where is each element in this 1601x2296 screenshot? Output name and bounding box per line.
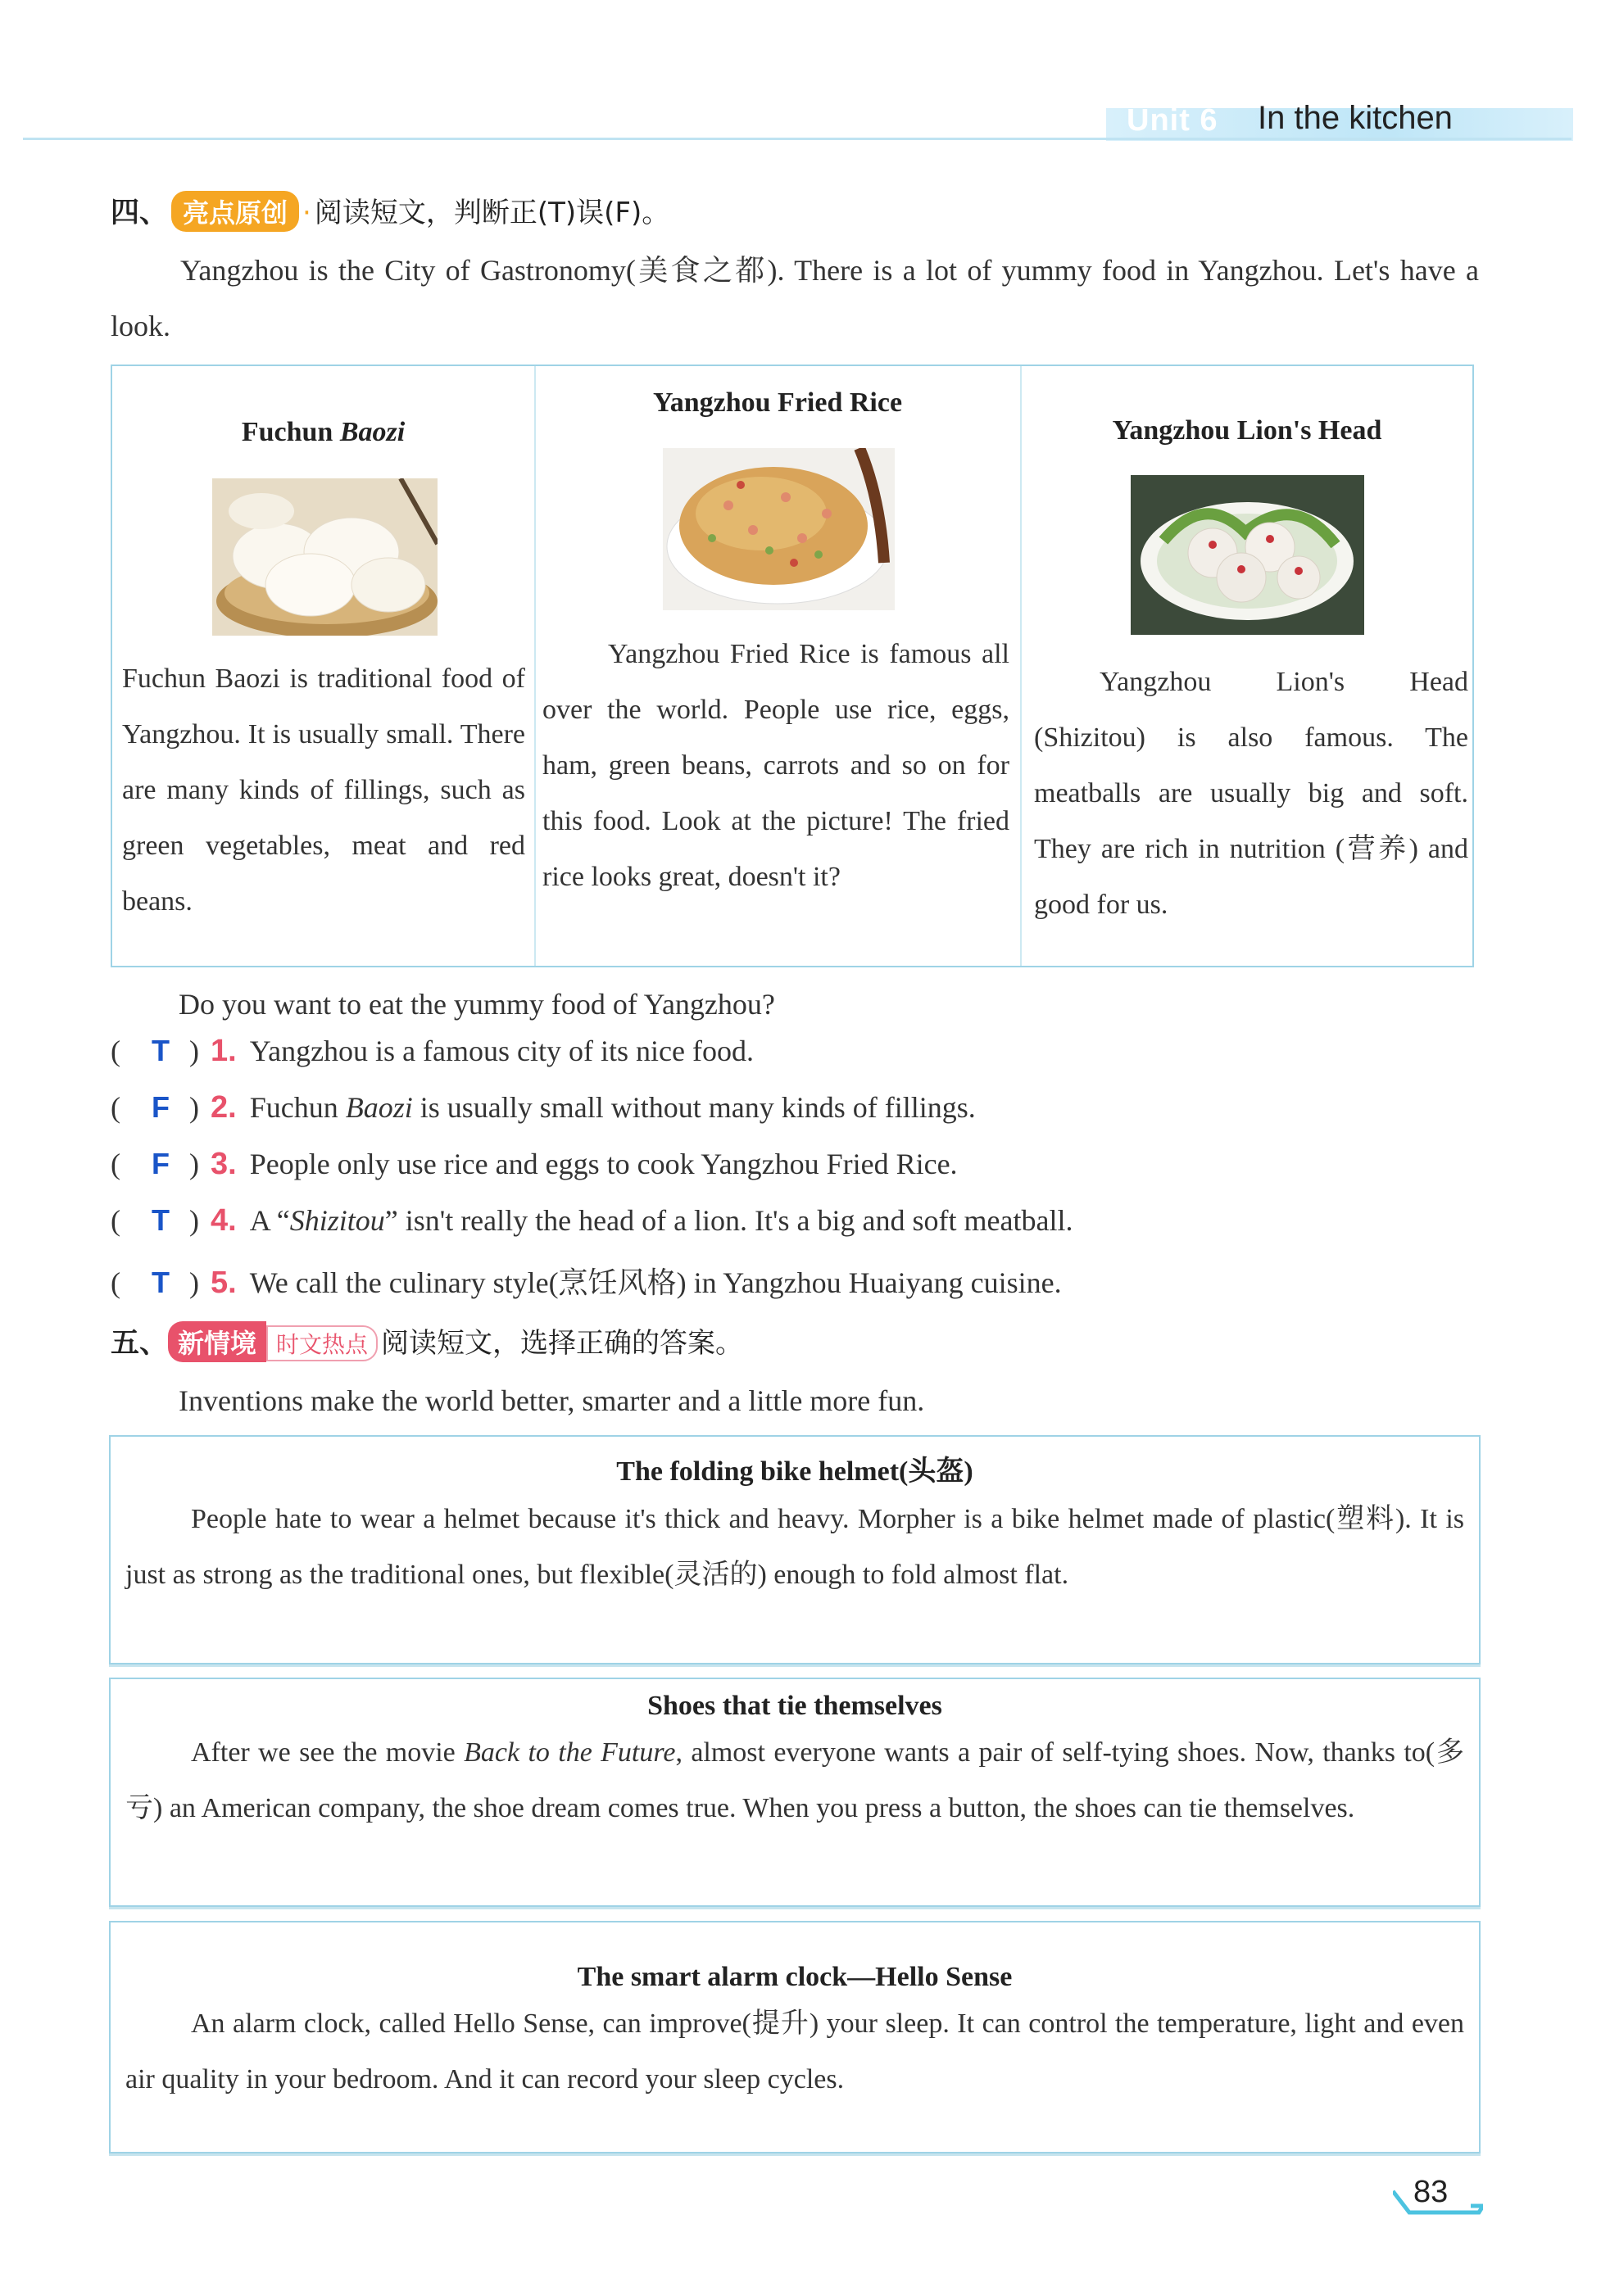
section4-instruction: 阅读短文，判断正(T)误(F)。 (314, 197, 670, 229)
invention-box-alarm (109, 1921, 1481, 2153)
section5-number: 五、 (111, 1327, 169, 1360)
food-table (111, 365, 1474, 967)
food-text: Yangzhou Lion's Head (Shizitou) is also famous. The meatballs are usually big and soft. They are rich in nutrition (营养) and good for us. (1034, 667, 1468, 920)
section5-tag: 新情境 (168, 1321, 266, 1362)
question-number: 3. (211, 1147, 237, 1181)
food-text: Yangzhou Fried Rice is famous all over the world. People use rice, eggs, ham, green beans, carrots and so on for this food. Look at the picture! The fried rice looks great, doesn't it? (542, 639, 1009, 892)
page-number: 83 (1413, 2175, 1449, 2209)
question-number: 5. (211, 1266, 237, 1300)
question-number: 2. (211, 1090, 237, 1125)
section5-heading (111, 1320, 743, 1362)
section5-intro: Inventions make the world better, smarter and a little more fun. (179, 1384, 925, 1417)
food-card-baozi (112, 366, 534, 966)
section5-instruction: 阅读短文，选择正确的答案。 (381, 1327, 744, 1360)
lions-head-image (1131, 475, 1364, 635)
section4-heading (111, 190, 669, 232)
food-title: Yangzhou Fried Rice (652, 387, 903, 418)
question-text: People only use rice and eggs to cook Yangzhou Fried Rice. (249, 1148, 958, 1180)
question-row: ( T ) 5. We call the culinary style(烹饪风格) in Yangzhou Huaiyang cuisine. (111, 1266, 1062, 1300)
answer-mark: T (152, 1034, 170, 1067)
invention-text: After we see the movie Back to the Future, almost everyone wants a pair of self-tying shoes. Now, thanks to(多亏) an American company, the shoe dream comes true. When you press a button, the shoes can tie themselves. (125, 1737, 1464, 1823)
section4-intro: Yangzhou is the City of Gastronomy(美食之都). There is a lot of yummy food in Yangzhou. Let's have a look. (111, 254, 1479, 342)
unit-label: Unit 6 (1127, 103, 1218, 138)
food-card-fried-rice (536, 366, 1019, 966)
section4-closing: Do you want to eat the yummy food of Yangzhou? (179, 988, 775, 1021)
food-text: Fuchun Baozi is traditional food of Yangzhou. It is usually small. There are many kinds of fillings, such as green vegetables, meat and red beans. (122, 663, 525, 917)
question-row: ( F ) 2. Fuchun Baozi is usually small without many kinds of fillings. (111, 1090, 976, 1125)
invention-title: Shoes that tie themselves (647, 1691, 942, 1721)
question-number: 1. (211, 1034, 237, 1068)
invention-title: The folding bike helmet(头盔) (616, 1456, 973, 1487)
tag-dot: · (302, 197, 311, 229)
invention-box-shoes (109, 1678, 1481, 1907)
answer-mark: F (152, 1090, 170, 1124)
answer-mark: T (152, 1266, 170, 1299)
section4-tag: 亮点原创 (171, 191, 299, 232)
section4-number: 四、 (111, 197, 169, 229)
food-title: Yangzhou Lion's Head (1112, 415, 1382, 446)
question-row: ( F ) 3. People only use rice and eggs to cook Yangzhou Fried Rice. (111, 1147, 958, 1181)
question-number: 4. (211, 1203, 237, 1238)
fried-rice-image (663, 448, 895, 610)
invention-box-helmet (109, 1435, 1481, 1664)
question-text: We call the culinary style(烹饪风格) in Yangzhou Huaiyang cuisine. (249, 1266, 1062, 1299)
invention-text: People hate to wear a helmet because it's thick and heavy. Morpher is a bike helmet made of plastic(塑料). It is just as strong as the traditional ones, but flexible(灵活的) enough to fold almost flat. (125, 1504, 1464, 1590)
baozi-image (212, 478, 438, 636)
invention-text: An alarm clock, called Hello Sense, can improve(提升) your sleep. It can control the temperature, light and even air quality in your bedroom. And it can record your sleep cycles. (125, 2008, 1464, 2094)
header-rule (23, 138, 1572, 140)
question-text: Yangzhou is a famous city of its nice food. (249, 1035, 754, 1067)
food-title: Fuchun Baozi (241, 417, 406, 447)
answer-mark: T (152, 1203, 170, 1237)
section5-subtag: 时文热点 (266, 1325, 378, 1361)
question-row: ( T ) 1. Yangzhou is a famous city of its nice food. (111, 1034, 754, 1068)
unit-title: In the kitchen (1258, 100, 1453, 136)
question-row: ( T ) 4. A “Shizitou” isn't really the head of a lion. It's a big and soft meatball. (111, 1203, 1073, 1238)
food-card-lions-head (1022, 366, 1472, 966)
invention-title: The smart alarm clock—Hello Sense (577, 1962, 1013, 1992)
answer-mark: F (152, 1147, 170, 1180)
